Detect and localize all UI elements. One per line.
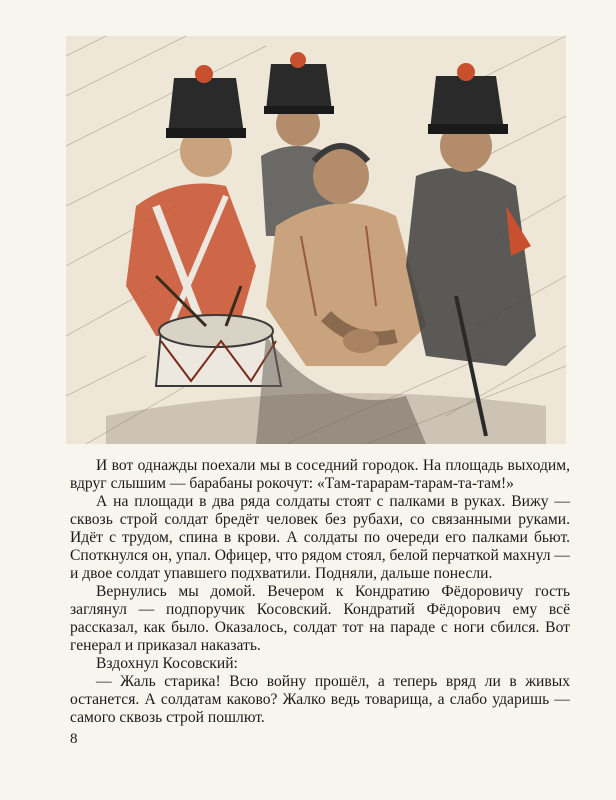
illustration-drawing <box>66 36 566 444</box>
paragraph: А на площади в два ряда солдаты стоят с палками в руках. Вижу — сквозь строй солдат бредёт человек без рубахи, со связанными руками. Идёт с трудом, спина в крови. А солдаты по очереди его палками бьют. Споткнулся он, упал. Офицер, что рядом стоял, белой перчаткой махнул — и двое солдат упавшего подхватили. Подняли, дальше понесли. <box>70 493 570 582</box>
paragraph: И вот однажды поехали мы в соседний городок. На площадь выходим, вдруг слышим — барабаны рокочут: «Там-тарарам-тарам-та-там!» <box>70 457 570 492</box>
paragraph: Вздохнул Косовский: <box>96 655 238 672</box>
drummer-soldier <box>126 65 281 386</box>
story-text <box>70 457 570 727</box>
paragraph: Вернулись мы домой. Вечером к Кондратию Фёдоровичу гость заглянул — подпоручик Косовский. Кондратий Фёдорович ему всё рассказал, как было. Оказалось, солдат тот на параде с ноги сбился. Вот генерал и приказал наказать. <box>70 583 570 654</box>
illustration <box>66 36 566 444</box>
page-number: 8 <box>70 731 78 747</box>
right-soldier <box>406 63 536 436</box>
paragraph: — Жаль старика! Всю войну прошёл, а теперь вряд ли в живых останется. А солдатам каково? Жалко ведь товарища, а слабо ударишь — самого сквозь строй пошлют. <box>70 673 570 726</box>
